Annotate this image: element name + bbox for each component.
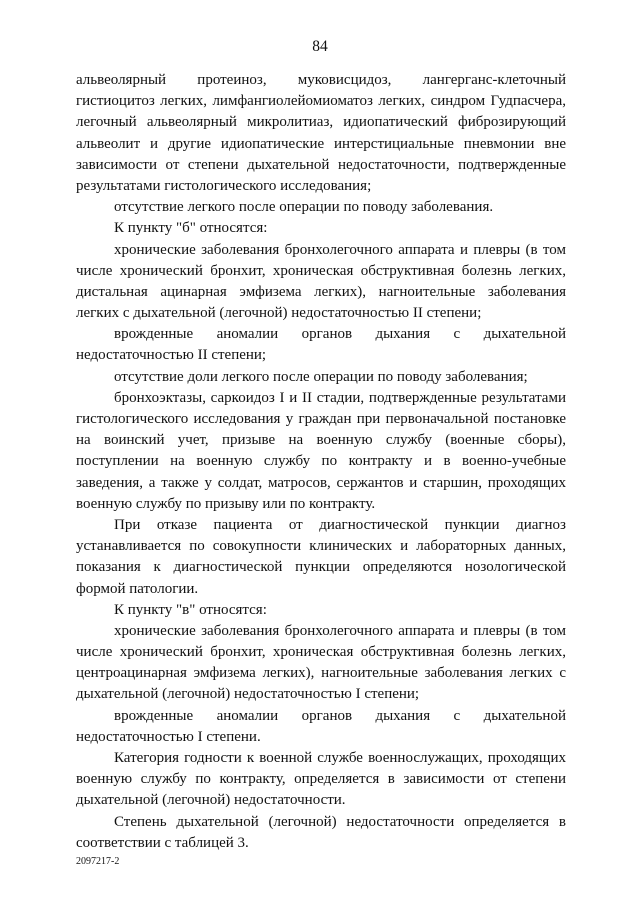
text-line: альвеолярный протеиноз, муковисцидоз, лангерганс-клеточный bbox=[76, 72, 566, 88]
text-line: формой патологии. bbox=[76, 580, 199, 597]
text-line: центроацинарная эмфизема легких), нагноительные заболевания легких с bbox=[76, 665, 566, 682]
text-line: результатами гистологического исследования; bbox=[76, 177, 372, 194]
page-number: 84 bbox=[312, 38, 328, 55]
text-line: К пункту "в" относятся: bbox=[114, 601, 267, 618]
text-line: врожденные аномалии органов дыхания с дыхательной bbox=[114, 707, 566, 724]
text-line: на воинский учет, призыве на военную службу (военные сборы), bbox=[76, 432, 566, 449]
text-line: гистиоцитоз легких, лимфангиолейомиоматоз легких, синдром Гудпасчера, bbox=[76, 93, 566, 110]
text-line: отсутствие доли легкого после операции по поводу заболевания; bbox=[114, 368, 528, 385]
text-line: легких с дыхательной (легочной) недостаточностью II степени; bbox=[76, 305, 482, 322]
text-line: гистологического исследования у граждан при первоначальной постановке bbox=[76, 411, 566, 427]
text-line: К пункту "б" относятся: bbox=[114, 220, 268, 237]
text-line: бронхоэктазы, саркоидоз I и II стадии, подтвержденные результатами bbox=[114, 389, 566, 406]
text-line: заведения, а также у солдат, матросов, сержантов и старшин, проходящих bbox=[76, 474, 566, 491]
text-line: недостаточностью I степени. bbox=[76, 728, 261, 745]
text-line: врожденные аномалии органов дыхания с дыхательной bbox=[114, 326, 566, 343]
text-line: военную службу по контракту, определяется в зависимости от степени bbox=[76, 771, 566, 788]
text-line: отсутствие легкого после операции по поводу заболевания. bbox=[114, 199, 494, 216]
text-line: недостаточностью II степени; bbox=[76, 347, 267, 364]
text-line: поступлении на военную службу по контракту и в военно-учебные bbox=[76, 453, 566, 470]
text-line: альвеолит и другие идиопатические интерстициальные пневмонии вне bbox=[76, 135, 566, 152]
text-line: дистальная ацинарная эмфизема легких), нагноительные заболевания bbox=[76, 283, 566, 300]
document-body bbox=[76, 70, 566, 854]
text-line: хронические заболевания бронхолегочного аппарата и плевры (в том bbox=[114, 241, 566, 258]
text-line: При отказе пациента от диагностической пункции диагноз bbox=[114, 516, 566, 533]
text-line: Степень дыхательной (легочной) недостаточности определяется в bbox=[114, 813, 566, 830]
text-line: показания к диагностической пункции определяются нозологической bbox=[76, 559, 566, 576]
text-line: устанавливается по совокупности клинических и лабораторных данных, bbox=[76, 538, 566, 555]
text-line: Категория годности к военной службе военнослужащих, проходящих bbox=[114, 750, 566, 766]
text-line: дыхательной (легочной) недостаточности. bbox=[76, 792, 346, 809]
text-line: зависимости от степени дыхательной недостаточности, подтвержденные bbox=[76, 156, 566, 173]
text-line: числе хронический бронхит, хроническая обструктивная болезнь легких, bbox=[76, 262, 566, 279]
text-line: числе хронический бронхит, хроническая обструктивная болезнь легких, bbox=[76, 644, 566, 661]
document-code: 2097217-2 bbox=[76, 856, 120, 867]
text-line: дыхательной (легочной) недостаточностью I степени; bbox=[76, 686, 420, 703]
text-line: легочный альвеолярный микролитиаз, идиопатический фиброзирующий bbox=[76, 114, 566, 131]
text-line: соответствии с таблицей 3. bbox=[76, 834, 249, 851]
text-line: военную службу по призыву или по контракту. bbox=[76, 495, 376, 512]
text-line: хронические заболевания бронхолегочного аппарата и плевры (в том bbox=[114, 622, 566, 639]
